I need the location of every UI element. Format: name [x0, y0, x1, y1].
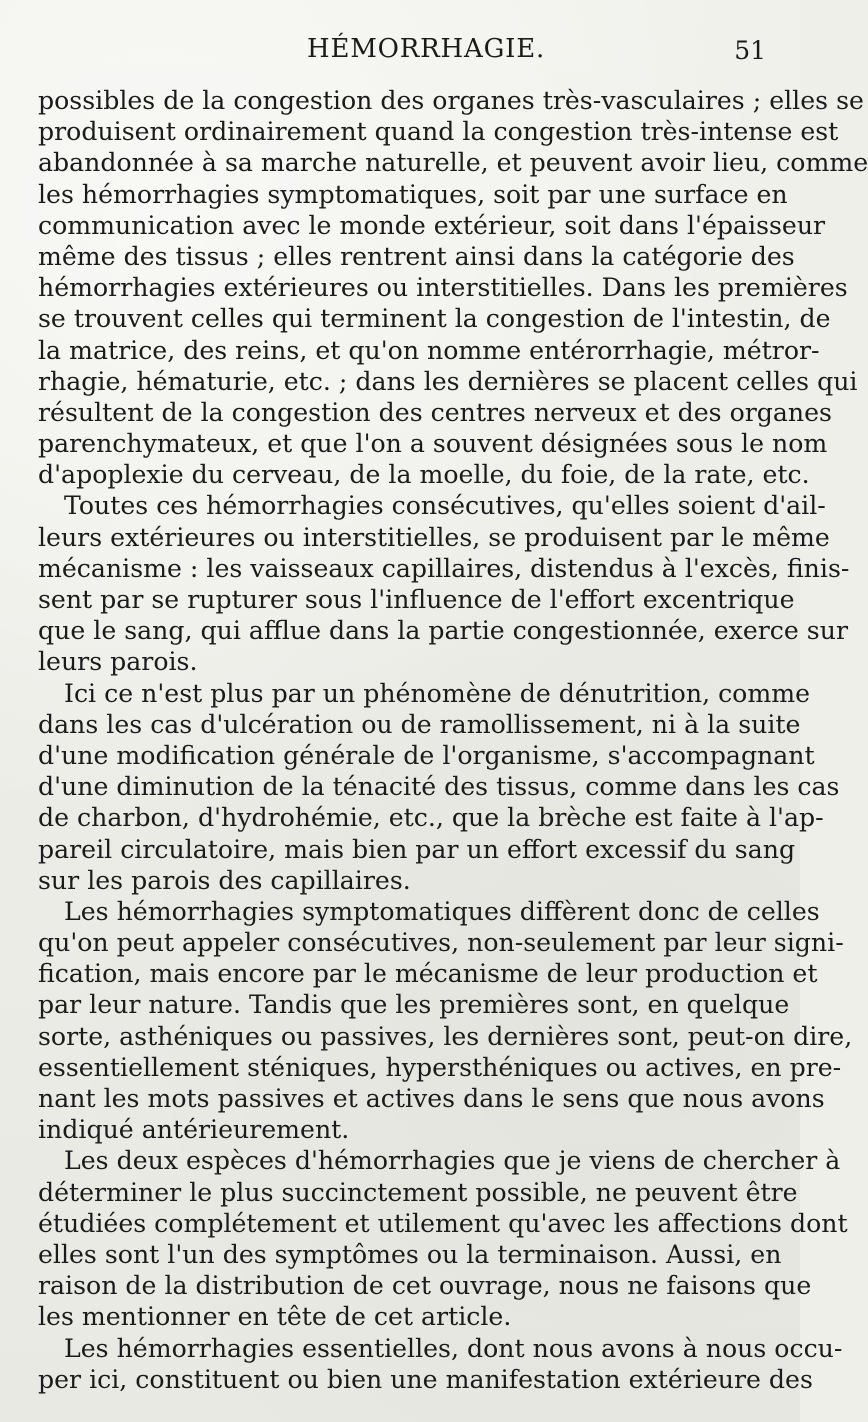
text-line: d'apoplexie du cerveau, de la moelle, du foie, de la rate, etc.: [38, 460, 810, 490]
page-number: 51: [734, 36, 766, 65]
text-line: parenchymateux, et que l'on a souvent désignées sous le nom: [38, 429, 828, 459]
text-line: même des tissus ; elles rentrent ainsi dans la catégorie des: [38, 241, 795, 271]
text-line: sent par se rupturer sous l'influence de l'effort excentrique: [38, 585, 795, 614]
text-line: par leur nature. Tandis que les premières sont, en quelque: [38, 990, 790, 1020]
text-line: Toutes ces hémorrhagies consécutives, qu'elles soient d'ail-: [64, 491, 826, 521]
running-title: HÉMORRHAGIE.: [307, 34, 546, 64]
text-line: possibles de la congestion des organes très-vasculaires ; elles se: [38, 86, 864, 115]
text-line: sur les parois des capillaires.: [38, 865, 411, 895]
text-line: la matrice, des reins, et qu'on nomme entérorrhagie, métror-: [38, 335, 820, 365]
text-line: leurs parois.: [38, 647, 198, 677]
text-line: les hémorrhagies symptomatiques, soit par une surface en: [38, 179, 788, 209]
text-line: rhagie, hématurie, etc. ; dans les dernières se placent celles qui: [38, 366, 858, 396]
text-line: hémorrhagies extérieures ou interstitielles. Dans les premières: [38, 273, 848, 303]
text-line: nant les mots passives et actives dans le sens que nous avons: [38, 1084, 825, 1113]
text-line: raison de la distribution de cet ouvrage, nous ne faisons que: [38, 1271, 812, 1301]
text-line: essentiellement sténiques, hypersthéniques ou actives, en pre-: [38, 1052, 842, 1082]
text-line: déterminer le plus succinctement possible, ne peuvent être: [38, 1177, 798, 1207]
text-line: Ici ce n'est plus par un phénomène de dénutrition, comme: [64, 678, 811, 708]
text-line: se trouvent celles qui terminent la congestion de l'intestin, de: [38, 304, 831, 334]
text-line: Les hémorrhagies symptomatiques diffèrent donc de celles: [64, 896, 820, 926]
body-text: [38, 85, 868, 1395]
text-line: abandonnée à sa marche naturelle, et peuvent avoir lieu, comme: [38, 148, 868, 178]
text-line: indiqué antérieurement.: [38, 1115, 350, 1145]
text-line: de charbon, d'hydrohémie, etc., que la brèche est faite à l'ap-: [38, 803, 824, 833]
text-line: que le sang, qui afflue dans la partie congestionnée, exerce sur: [38, 616, 848, 646]
text-line: pareil circulatoire, mais bien par un effort excessif du sang: [38, 834, 796, 864]
text-line: d'une modification générale de l'organisme, s'accompagnant: [38, 740, 815, 770]
text-line: communication avec le monde extérieur, soit dans l'épaisseur: [38, 210, 826, 240]
text-line: per ici, constituent ou bien une manifestation extérieure des: [38, 1364, 813, 1394]
text-line: mécanisme : les vaisseaux capillaires, distendus à l'excès, finis-: [38, 553, 850, 583]
text-line: Les deux espèces d'hémorrhagies que je viens de chercher à: [64, 1146, 841, 1176]
page-header: [0, 34, 800, 74]
text-line: les mentionner en tête de cet article.: [38, 1302, 512, 1332]
text-line: dans les cas d'ulcération ou de ramollissement, ni à la suite: [38, 709, 801, 739]
text-line: leurs extérieures ou interstitielles, se produisent par le même: [38, 522, 830, 552]
text-line: elles sont l'un des symptômes ou la terminaison. Aussi, en: [38, 1239, 782, 1269]
text-line: sorte, asthéniques ou passives, les dernières sont, peut-on dire,: [38, 1021, 853, 1051]
text-line: d'une diminution de la ténacité des tissus, comme dans les cas: [38, 772, 840, 802]
text-line: Les hémorrhagies essentielles, dont nous avons à nous occu-: [64, 1333, 843, 1363]
text-line: résultent de la congestion des centres nerveux et des organes: [38, 397, 832, 427]
text-line: qu'on peut appeler consécutives, non-seulement par leur signi-: [38, 928, 844, 958]
text-line: fication, mais encore par le mécanisme de leur production et: [38, 959, 818, 989]
text-line: produisent ordinairement quand la congestion très-intense est: [38, 117, 839, 147]
text-line: étudiées complétement et utilement qu'avec les affections dont: [38, 1208, 848, 1238]
